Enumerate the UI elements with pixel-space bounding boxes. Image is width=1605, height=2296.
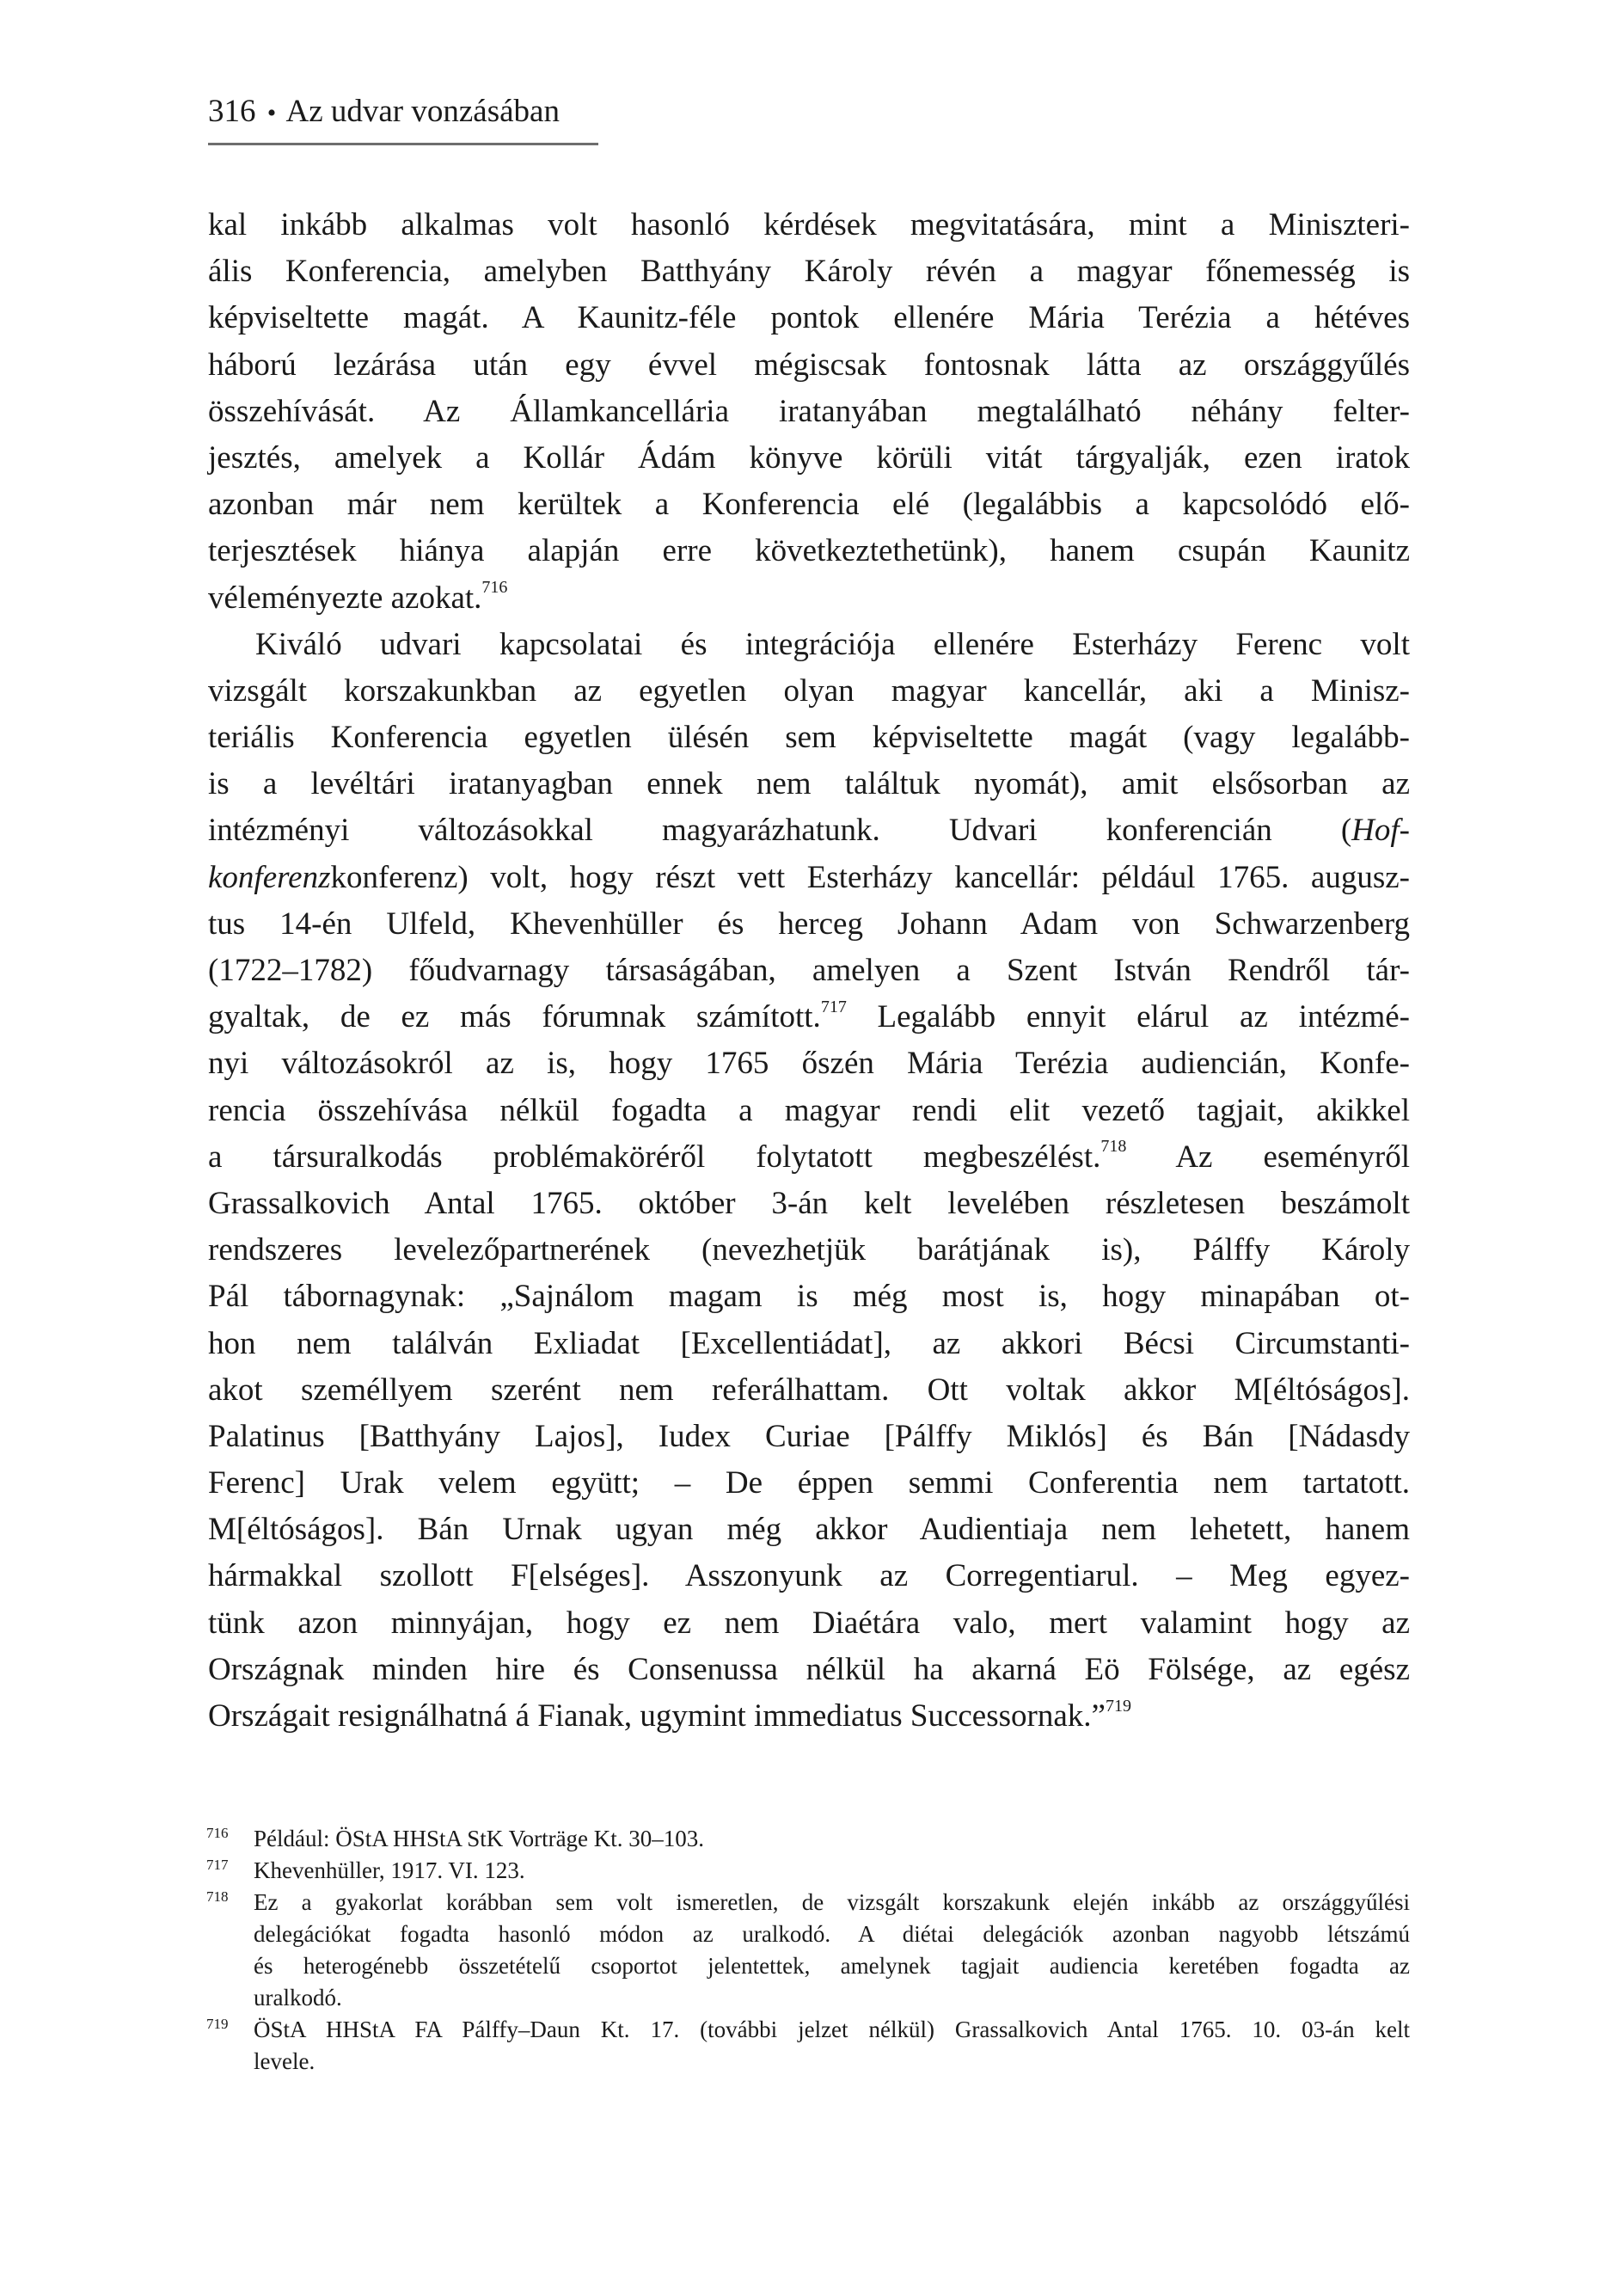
text-line: kal inkább alkalmas volt hasonló kérdések megvitatására, mint a Miniszteri- [208,207,1410,242]
text-line: M[éltóságos]. Bán Urnak ugyan még akkor Audientiaja nem lehetett, hanem [208,1512,1410,1548]
text-fragment: konferenz) volt, hogy részt vett Esterházy kancellár: például 1765. augusz- [330,859,1410,895]
footnote-719 [206,2014,1410,2078]
footnote-line: Khevenhüller, 1917. VI. 123. [254,1857,525,1883]
text-line: Kiváló udvari kapcsolatai és integrációja ellenére Esterházy Ferenc volt [255,626,1410,662]
text-line: jesztés, amelyek a Kollár Ádám könyve körüli vitát tárgyalják, ezen iratok [208,439,1410,476]
text-line [208,1693,1410,1740]
text-line: terjesztések hiánya alapján erre következtethetünk), hanem csupán Kaunitz [208,533,1410,569]
text-fragment: Országait resignálhatná á Fianak, ugymint immediatus Successornak.” [208,1698,1106,1734]
text-fragment: a társuralkodás problémaköréről folytatott megbeszélést. [208,1139,1101,1175]
footnote-line: delegációkat fogadta hasonló módon az uralkodó. A diétai delegációk azonban nagyobb létszámú [254,1921,1410,1947]
text-line: összehívását. Az Államkancellária iratanyában megtalálható néhány felter- [208,393,1410,429]
text-line [208,1134,1410,1181]
text-fragment: véleményezte azokat. [208,580,482,616]
footnote-line: Például: ÖStA HHStA StK Vorträge Kt. 30–103. [254,1826,705,1851]
text-line: hármakkal szollott F[elséges]. Asszonyunk az Corregentiarul. – Meg egyez- [208,1558,1410,1594]
text-line [208,575,1410,622]
text-line [208,994,1410,1041]
footnotes [206,1823,1410,2078]
footnote-line: és heterogénebb összetételű csoportot jelentettek, amelynek tagjait audiencia keretében fogadta az [254,1953,1410,1979]
text-line: képviseltette magát. A Kaunitz-féle pontok ellenére Mária Terézia a hétéves [208,300,1410,336]
text-line: akot személlyem szerént nem referálhattam. Ott voltak akkor M[éltóságos]. [208,1372,1410,1408]
text-line [208,807,1410,854]
footnote-line: levele. [254,2048,315,2074]
text-line: Pál tábornagynak: „Sajnálom magam is még most is, hogy minapában ot- [208,1279,1410,1315]
running-title: Az udvar vonzásában [285,94,560,129]
text-line: ális Konferencia, amelyben Batthyány Károly révén a magyar főnemesség is [208,254,1410,290]
body-text [208,202,1410,1740]
text-line: tünk azon minnyájan, hogy ez nem Diaétára valo, mert valamint hogy az [208,1605,1410,1641]
header-rule [208,143,598,145]
text-line: hon nem találván Exliadat [Excellentiádat], az akkori Bécsi Circumstanti- [208,1325,1410,1361]
text-line: Ferenc] Urak velem együtt; – De éppen semmi Conferentia nem tartatott. [208,1465,1410,1501]
footnote-ref-718[interactable]: 718 [1100,1137,1127,1157]
footnote-number: 716 [206,1825,229,1841]
text-fragment: gyaltak, de ez más fórumnak számított. [208,999,821,1035]
footnote-716 [206,1823,1410,1855]
text-line: háború lezárása után egy évvel mégiscsak fontosnak látta az országgyűlés [208,347,1410,383]
text-line: Grassalkovich Antal 1765. október 3-án kelt levelében részletesen beszámolt [208,1185,1410,1221]
footnote-ref-719[interactable]: 719 [1105,1696,1131,1716]
text-line: rencia összehívása nélkül fogadta a magyar rendi elit vezető tagjait, akikkel [208,1092,1410,1128]
text-fragment: Az eseményről [1175,1139,1410,1175]
footnote-number: 718 [206,1888,229,1905]
text-line [208,855,1410,901]
text-line: teriális Konferencia egyetlen ülésén sem képviseltette magát (vagy legalább- [208,720,1410,756]
running-head [208,93,560,132]
text-line: (1722–1782) főudvarnagy társaságában, amelyen a Szent István Rendről tár- [208,953,1410,988]
paragraph-2 [208,622,1410,1740]
footnote-718 [206,1887,1410,2014]
italic-term: Hof- [1351,813,1410,849]
italic-term: konferenz [208,859,331,895]
footnote-line: ÖStA HHStA FA Pálffy–Daun Kt. 17. (további jelzet nélkül) Grassalkovich Antal 1765. 10. 03-án kelt [254,2017,1410,2042]
bullet-separator: • [266,99,277,127]
page-number: 316 [208,94,256,129]
text-line: nyi változásokról az is, hogy 1765 őszén Mária Terézia audiencián, Konfe- [208,1046,1410,1082]
text-line: tus 14-én Ulfeld, Khevenhüller és herceg Johann Adam von Schwarzenberg [208,906,1410,942]
text-fragment: Legalább ennyit elárul az intézmé- [877,999,1410,1035]
footnote-717 [206,1855,1410,1887]
text-line: Palatinus [Batthyány Lajos], Iudex Curiae [Pálffy Miklós] és Bán [Nádasdy [208,1418,1410,1454]
footnote-ref-717[interactable]: 717 [820,997,847,1016]
text-line: is a levéltári iratanyagban ennek nem találtuk nyomát), amit elsősorban az [208,766,1410,802]
text-line: vizsgált korszakunkban az egyetlen olyan magyar kancellár, aki a Minisz- [208,672,1410,709]
footnote-number: 717 [206,1857,229,1873]
footnote-ref-716[interactable]: 716 [481,578,508,598]
text-line: azonban már nem kerültek a Konferencia elé (legalábbis a kapcsolódó elő- [208,487,1410,523]
footnote-line: Ez a gyakorlat korábban sem volt ismeretlen, de vizsgált korszakunk elején inkább az országgyűlési [254,1889,1410,1915]
text-fragment: intézményi változásokkal magyarázhatunk. Udvari konferencián ( [208,813,1352,849]
text-line: Országnak minden hire és Consenussa nélkül ha akarná Eö Fölsége, az egész [208,1651,1410,1687]
text-line: rendszeres levelezőpartnerének (nevezhetjük barátjának is), Pálffy Károly [208,1232,1410,1268]
footnote-line: uralkodó. [254,1985,342,2011]
paragraph-1 [208,202,1410,622]
footnote-number: 719 [206,2016,229,2032]
